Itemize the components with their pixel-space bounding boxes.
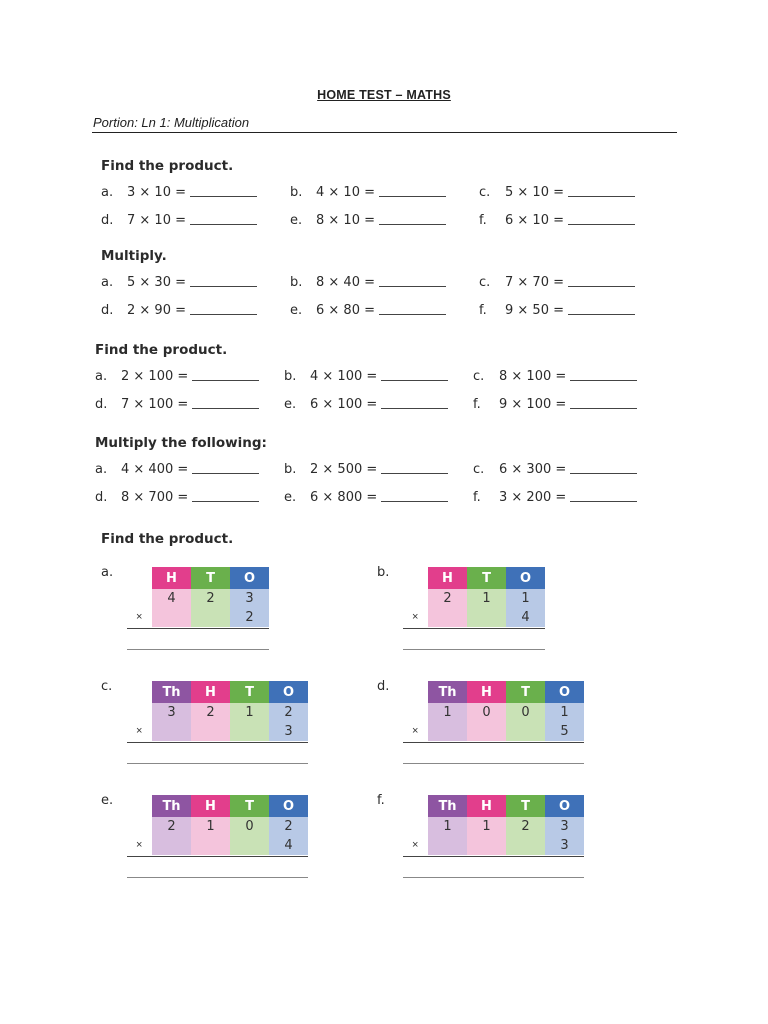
question-item xyxy=(95,397,259,412)
multiplicand-digit: 2 xyxy=(191,589,230,608)
multiplicand-digit: 1 xyxy=(467,817,506,836)
times-sign: × xyxy=(136,611,143,623)
multiplicand-digit: 2 xyxy=(152,817,191,836)
question-expression: 5 × 30 = xyxy=(127,275,186,290)
multiplicand-digit: 3 xyxy=(152,703,191,722)
question-label: e. xyxy=(290,303,303,318)
section-heading: Multiply the following: xyxy=(95,435,267,451)
multiplier-digit xyxy=(428,836,467,855)
multiplicand-digit: 2 xyxy=(269,817,308,836)
multiplier-digit xyxy=(152,836,191,855)
table-label: e. xyxy=(101,793,114,808)
column-header: T xyxy=(506,681,545,703)
multiplicand-digit: 1 xyxy=(230,703,269,722)
question-item xyxy=(101,275,257,290)
question-label: e. xyxy=(290,213,303,228)
multiplicand-digit: 0 xyxy=(506,703,545,722)
question-item xyxy=(479,303,635,318)
question-item xyxy=(479,275,635,290)
question-expression: 2 × 90 = xyxy=(127,303,186,318)
answer-line[interactable] xyxy=(127,763,308,764)
question-expression: 4 × 400 = xyxy=(121,462,189,477)
column-header: O xyxy=(545,681,584,703)
table-label: f. xyxy=(377,793,385,808)
answer-blank[interactable] xyxy=(568,313,635,315)
answer-blank[interactable] xyxy=(190,285,257,287)
column-header: H xyxy=(467,681,506,703)
header-rule xyxy=(92,132,677,133)
answer-blank[interactable] xyxy=(568,195,635,197)
question-item xyxy=(101,213,257,228)
answer-blank[interactable] xyxy=(192,379,259,381)
question-expression: 8 × 700 = xyxy=(121,490,189,505)
multiplier-digit: 4 xyxy=(269,836,308,855)
multiplicand-digit: 1 xyxy=(428,817,467,836)
question-label: d. xyxy=(101,213,114,228)
question-item xyxy=(290,213,446,228)
multiplier-digit xyxy=(191,722,230,741)
question-label: e. xyxy=(284,490,297,505)
question-item xyxy=(284,490,448,505)
multiplicand-digit: 3 xyxy=(545,817,584,836)
times-sign: × xyxy=(136,839,143,851)
answer-blank[interactable] xyxy=(381,407,448,409)
multiplicand-digit: 4 xyxy=(152,589,191,608)
question-expression: 4 × 10 = xyxy=(316,185,375,200)
question-label: e. xyxy=(284,397,297,412)
multiplicand-digit: 1 xyxy=(506,589,545,608)
answer-blank[interactable] xyxy=(379,285,446,287)
multiplier-digit: 4 xyxy=(506,608,545,627)
column-header: O xyxy=(230,567,269,589)
question-expression: 6 × 800 = xyxy=(310,490,378,505)
multiplicand-digit: 0 xyxy=(230,817,269,836)
question-item xyxy=(290,275,446,290)
question-label: c. xyxy=(479,275,491,290)
multiplication-line xyxy=(403,628,545,629)
column-header: Th xyxy=(152,795,191,817)
column-header: O xyxy=(269,795,308,817)
portion-text: Portion: Ln 1: Multiplication xyxy=(93,115,250,130)
multiplier-digit: 3 xyxy=(269,722,308,741)
place-value-table xyxy=(152,795,308,855)
question-item xyxy=(479,213,635,228)
multiplier-digit xyxy=(506,836,545,855)
multiplication-line xyxy=(403,742,584,743)
section-heading: Find the product. xyxy=(95,342,228,358)
place-value-table xyxy=(152,681,308,741)
multiplier-digit xyxy=(230,722,269,741)
table-label: a. xyxy=(101,565,114,580)
question-item xyxy=(95,462,259,477)
multiplication-line xyxy=(127,628,269,629)
question-label: c. xyxy=(473,462,485,477)
question-label: a. xyxy=(95,462,108,477)
multiplicand-digit: 3 xyxy=(230,589,269,608)
question-label: b. xyxy=(290,185,303,200)
section-heading: Find the product. xyxy=(101,158,234,174)
question-label: b. xyxy=(284,462,297,477)
question-label: f. xyxy=(473,490,481,505)
page-title: HOME TEST – MATHS xyxy=(317,88,451,102)
question-label: a. xyxy=(101,185,114,200)
question-expression: 8 × 40 = xyxy=(316,275,375,290)
answer-blank[interactable] xyxy=(192,500,259,502)
answer-blank[interactable] xyxy=(568,223,635,225)
column-header: T xyxy=(467,567,506,589)
multiplicand-digit: 2 xyxy=(269,703,308,722)
multiplicand-digit: 1 xyxy=(467,589,506,608)
question-expression: 6 × 10 = xyxy=(505,213,564,228)
question-item xyxy=(473,397,637,412)
table-label: d. xyxy=(377,679,390,694)
multiplication-line xyxy=(127,856,308,857)
answer-line[interactable] xyxy=(403,877,584,878)
multiplier-digit xyxy=(191,608,230,627)
question-expression: 6 × 100 = xyxy=(310,397,378,412)
question-item xyxy=(284,397,448,412)
column-header: T xyxy=(191,567,230,589)
question-label: d. xyxy=(95,490,108,505)
answer-blank[interactable] xyxy=(192,472,259,474)
answer-line[interactable] xyxy=(127,877,308,878)
column-header: T xyxy=(506,795,545,817)
multiplier-digit xyxy=(152,722,191,741)
question-label: c. xyxy=(479,185,491,200)
question-item xyxy=(101,303,257,318)
multiplicand-digit: 2 xyxy=(191,703,230,722)
place-value-table xyxy=(428,681,584,741)
column-header: Th xyxy=(428,795,467,817)
question-label: f. xyxy=(473,397,481,412)
question-item xyxy=(101,185,257,200)
table-label: c. xyxy=(101,679,113,694)
place-value-table xyxy=(152,567,269,627)
multiplier-digit xyxy=(191,836,230,855)
multiplier-digit: 2 xyxy=(230,608,269,627)
question-expression: 2 × 500 = xyxy=(310,462,378,477)
question-item xyxy=(290,185,446,200)
answer-blank[interactable] xyxy=(190,195,257,197)
section-heading: Find the product. xyxy=(101,531,234,547)
answer-blank[interactable] xyxy=(190,223,257,225)
multiplier-digit xyxy=(428,722,467,741)
column-header: O xyxy=(269,681,308,703)
multiplier-digit xyxy=(230,836,269,855)
place-value-table xyxy=(428,567,545,627)
question-label: a. xyxy=(95,369,108,384)
question-item xyxy=(473,490,637,505)
times-sign: × xyxy=(412,725,419,737)
question-item xyxy=(284,462,448,477)
question-item xyxy=(473,462,637,477)
column-header: H xyxy=(467,795,506,817)
answer-blank[interactable] xyxy=(381,500,448,502)
table-label: b. xyxy=(377,565,390,580)
question-expression: 6 × 80 = xyxy=(316,303,375,318)
times-sign: × xyxy=(136,725,143,737)
column-header: T xyxy=(230,795,269,817)
answer-blank[interactable] xyxy=(568,285,635,287)
multiplier-digit: 3 xyxy=(545,836,584,855)
question-expression: 8 × 100 = xyxy=(499,369,567,384)
question-label: d. xyxy=(95,397,108,412)
multiplier-digit: 5 xyxy=(545,722,584,741)
answer-blank[interactable] xyxy=(381,379,448,381)
times-sign: × xyxy=(412,839,419,851)
answer-line[interactable] xyxy=(403,763,584,764)
answer-blank[interactable] xyxy=(381,472,448,474)
answer-blank[interactable] xyxy=(570,472,637,474)
multiplier-digit xyxy=(506,722,545,741)
multiplier-digit xyxy=(467,722,506,741)
question-expression: 5 × 10 = xyxy=(505,185,564,200)
multiplicand-digit: 2 xyxy=(506,817,545,836)
question-item xyxy=(95,490,259,505)
answer-blank[interactable] xyxy=(570,379,637,381)
question-expression: 3 × 10 = xyxy=(127,185,186,200)
question-expression: 2 × 100 = xyxy=(121,369,189,384)
multiplicand-digit: 1 xyxy=(191,817,230,836)
multiplication-line xyxy=(127,742,308,743)
multiplier-digit xyxy=(428,608,467,627)
question-label: f. xyxy=(479,303,487,318)
question-expression: 8 × 10 = xyxy=(316,213,375,228)
question-label: c. xyxy=(473,369,485,384)
multiplicand-digit: 2 xyxy=(428,589,467,608)
question-label: d. xyxy=(101,303,114,318)
question-label: b. xyxy=(290,275,303,290)
multiplier-digit xyxy=(467,608,506,627)
answer-line[interactable] xyxy=(403,649,545,650)
column-header: H xyxy=(152,567,191,589)
multiplicand-digit: 0 xyxy=(467,703,506,722)
column-header: Th xyxy=(428,681,467,703)
question-expression: 6 × 300 = xyxy=(499,462,567,477)
question-label: a. xyxy=(101,275,114,290)
answer-blank[interactable] xyxy=(379,313,446,315)
question-expression: 9 × 100 = xyxy=(499,397,567,412)
column-header: H xyxy=(191,795,230,817)
column-header: O xyxy=(545,795,584,817)
multiplier-digit xyxy=(152,608,191,627)
multiplicand-digit: 1 xyxy=(428,703,467,722)
answer-blank[interactable] xyxy=(192,407,259,409)
question-label: b. xyxy=(284,369,297,384)
column-header: H xyxy=(428,567,467,589)
question-item xyxy=(284,369,448,384)
answer-blank[interactable] xyxy=(379,195,446,197)
place-value-table xyxy=(428,795,584,855)
question-expression: 7 × 10 = xyxy=(127,213,186,228)
column-header: T xyxy=(230,681,269,703)
question-item xyxy=(473,369,637,384)
times-sign: × xyxy=(412,611,419,623)
multiplication-line xyxy=(403,856,584,857)
section-heading: Multiply. xyxy=(101,248,167,264)
question-item xyxy=(95,369,259,384)
question-expression: 7 × 100 = xyxy=(121,397,189,412)
answer-blank[interactable] xyxy=(379,223,446,225)
answer-blank[interactable] xyxy=(570,500,637,502)
question-expression: 3 × 200 = xyxy=(499,490,567,505)
question-expression: 7 × 70 = xyxy=(505,275,564,290)
question-expression: 9 × 50 = xyxy=(505,303,564,318)
question-expression: 4 × 100 = xyxy=(310,369,378,384)
answer-line[interactable] xyxy=(127,649,269,650)
question-item xyxy=(479,185,635,200)
question-item xyxy=(290,303,446,318)
multiplier-digit xyxy=(467,836,506,855)
column-header: H xyxy=(191,681,230,703)
answer-blank[interactable] xyxy=(190,313,257,315)
column-header: Th xyxy=(152,681,191,703)
multiplicand-digit: 1 xyxy=(545,703,584,722)
answer-blank[interactable] xyxy=(570,407,637,409)
column-header: O xyxy=(506,567,545,589)
question-label: f. xyxy=(479,213,487,228)
